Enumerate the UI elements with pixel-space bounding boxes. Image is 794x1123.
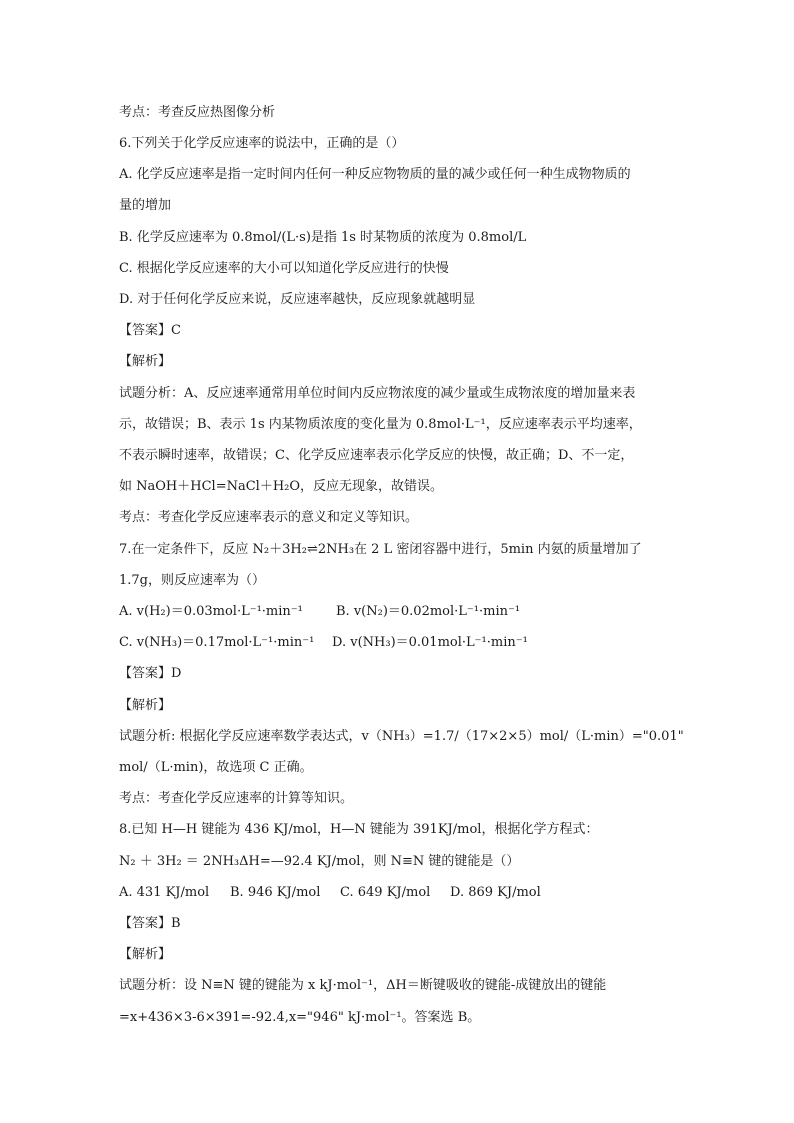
q8-option-a: A. 431 KJ/mol xyxy=(119,885,210,900)
q7-analysis-line1: 试题分析: 根据化学反应速率数学表达式，v（NH₃）=1.7/（17×2×5）mol/（L·min）="0.01" xyxy=(119,729,684,744)
q6-analysis-line4: 如 NaOH＋HCl=NaCl＋H₂O，反应无现象，故错误。 xyxy=(119,479,444,494)
q8-answer: 【答案】B xyxy=(119,916,181,931)
q8-option-d: D. 869 KJ/mol xyxy=(450,885,541,900)
q7-stem-line2: 1.7g，则反应速率为（） xyxy=(119,573,265,588)
q8-stem-line2: N₂ ＋ 3H₂ ＝ 2NH₃ΔH=—92.4 KJ/mol，则 N≡N 键的键能是（） xyxy=(119,854,520,869)
q6-option-a-cont: 量的增加 xyxy=(119,198,172,213)
q8-option-b: B. 946 KJ/mol xyxy=(230,885,321,900)
q6-option-c: C. 根据化学反应速率的大小可以知道化学反应进行的快慢 xyxy=(119,261,449,276)
q7-jiexi-heading: 【解析】 xyxy=(119,698,172,713)
q6-kaodian: 考点：考查化学反应速率表示的意义和定义等知识。 xyxy=(119,510,419,525)
q8-stem-line1: 8.已知 H—H 键能为 436 KJ/mol，H—N 键能为 391KJ/mol，根据化学方程式： xyxy=(119,822,599,837)
q6-analysis-line1: 试题分析：A、反应速率通常用单位时间内反应物浓度的减少量或生成物浓度的增加量来表 xyxy=(119,386,636,401)
q6-answer: 【答案】C xyxy=(119,323,181,338)
q8-jiexi-heading: 【解析】 xyxy=(119,947,172,962)
q7-option-d: D. v(NH₃)＝0.01mol·L⁻¹·min⁻¹ xyxy=(332,635,528,650)
q6-option-a: A. 化学反应速率是指一定时间内任何一种反应物物质的量的减少或任何一种生成物物质的 xyxy=(119,167,631,182)
q6-jiexi-heading: 【解析】 xyxy=(119,354,172,369)
q7-option-c: C. v(NH₃)＝0.17mol·L⁻¹·min⁻¹ xyxy=(119,635,315,650)
q7-stem-line1: 7.在一定条件下，反应 N₂＋3H₂⇌2NH₃在 2 L 密闭容器中进行，5min 内氨的质量增加了 xyxy=(119,542,642,557)
q8-option-c: C. 649 KJ/mol xyxy=(340,885,431,900)
q6-stem: 6.下列关于化学反应速率的说法中，正确的是（） xyxy=(119,136,405,151)
q6-option-b: B. 化学反应速率为 0.8mol/(L·s)是指 1s 时某物质的浓度为 0.8mol/L xyxy=(119,230,527,245)
q8-analysis-line2: =x+436×3-6×391=-92.4,x="946" kJ·mol⁻¹。答案选 B。 xyxy=(119,1010,481,1025)
q7-analysis-line2: mol/（L·min)，故选项 C 正确。 xyxy=(119,760,313,775)
q6-analysis-line3: 不表示瞬时速率，故错误；C、化学反应速率表示化学反应的快慢，故正确；D、不一定， xyxy=(119,448,634,463)
q5-kaodian: 考点：考查反应热图像分析 xyxy=(119,105,276,120)
q7-answer: 【答案】D xyxy=(119,666,182,681)
q7-option-a: A. v(H₂)＝0.03mol·L⁻¹·min⁻¹ xyxy=(119,604,303,619)
q8-analysis-line1: 试题分析：设 N≡N 键的键能为 x kJ·mol⁻¹，ΔH＝断键吸收的键能-成键放出的键能 xyxy=(119,978,607,993)
q7-option-b: B. v(N₂)＝0.02mol·L⁻¹·min⁻¹ xyxy=(336,604,521,619)
q7-kaodian: 考点：考查化学反应速率的计算等知识。 xyxy=(119,791,354,806)
q6-option-d: D. 对于任何化学反应来说，反应速率越快，反应现象就越明显 xyxy=(119,292,476,307)
q6-analysis-line2: 示，故错误；B、表示 1s 内某物质浓度的变化量为 0.8mol·L⁻¹，反应速率表示平均速率， xyxy=(119,417,642,432)
